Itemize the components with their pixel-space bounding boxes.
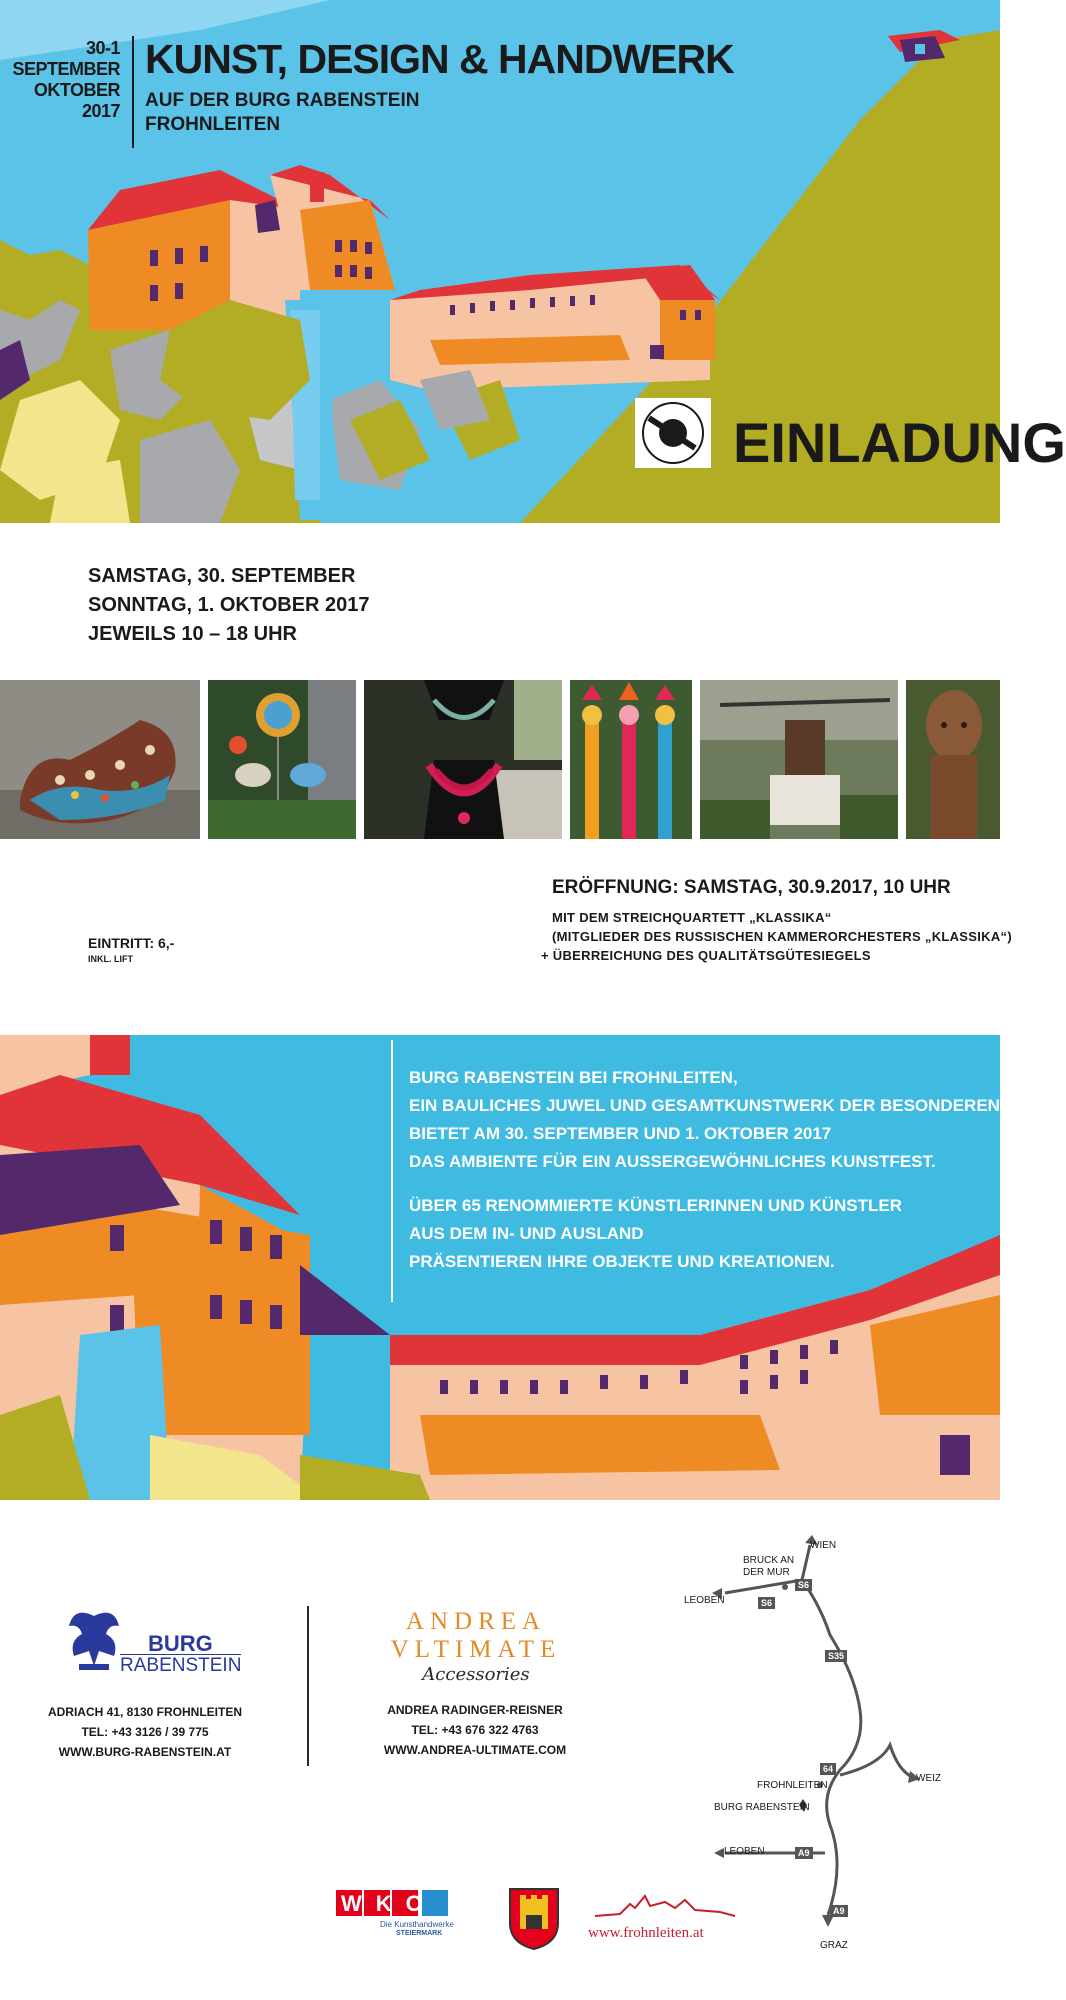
andrea-phone: TEL: +43 676 322 4763 bbox=[411, 1723, 539, 1737]
admission-note: INKL. LIFT bbox=[88, 954, 133, 964]
map-label-bruck-2: DER MUR bbox=[743, 1567, 790, 1578]
burg-address: ADRIACH 41, 8130 FROHNLEITEN bbox=[47, 1705, 243, 1719]
description-divider bbox=[391, 1040, 393, 1302]
burg-website-link[interactable]: WWW.BURG-RABENSTEIN.AT bbox=[58, 1745, 232, 1759]
burg-logo-name: RABENSTEIN bbox=[120, 1655, 242, 1676]
photo-metal-sculpture bbox=[700, 680, 898, 839]
map-label-burg: BURG RABENSTEIN bbox=[714, 1802, 810, 1813]
necklaces-image bbox=[364, 680, 562, 839]
map-label-leoben-bottom: LEOBEN bbox=[724, 1846, 765, 1857]
description-line-1: BURG RABENSTEIN BEI FROHNLEITEN, bbox=[409, 1068, 738, 1087]
photo-wooden-carving bbox=[906, 680, 1000, 839]
description-line-7: PRÄSENTIEREN IHRE OBJEKTE UND KREATIONEN. bbox=[409, 1252, 835, 1271]
map-label-leoben-top: LEOBEN bbox=[684, 1595, 725, 1606]
frohnleiten-coat-of-arms bbox=[506, 1885, 562, 1951]
skyline-icon bbox=[590, 1890, 740, 1920]
frohnleiten-skyline-logo bbox=[590, 1890, 740, 1920]
coat-of-arms-icon bbox=[506, 1885, 562, 1951]
wooden-carving-image bbox=[906, 680, 1000, 839]
wko-subtitle: Die Kunsthandwerke bbox=[380, 1920, 454, 1929]
photo-mosaic-shoe bbox=[0, 680, 200, 839]
opening-line-orchestra: (MITGLIEDER DES RUSSISCHEN KAMMERORCHESTERS „KLASSIKA“) bbox=[552, 929, 1012, 944]
opening-line-quartet: MIT DEM STREICHQUARTETT „KLASSIKA“ bbox=[552, 910, 832, 925]
andrea-logo-tagline: Accessories bbox=[422, 1664, 530, 1685]
mosaic-shoe-image bbox=[0, 680, 200, 839]
wko-subtitle-2: STEIERMARK bbox=[396, 1930, 443, 1937]
page-title: KUNST, DESIGN & HANDWERK bbox=[145, 36, 734, 82]
raven-crest-icon bbox=[64, 1606, 124, 1676]
andrea-website-link[interactable]: WWW.ANDREA-ULTIMATE.COM bbox=[383, 1743, 567, 1757]
wko-logo bbox=[336, 1890, 472, 1940]
andrea-logo-word-2: VLTIMATE bbox=[390, 1636, 562, 1663]
photo-painted-figures bbox=[570, 680, 692, 839]
description-line-2: EIN BAULICHES JUWEL UND GESAMTKUNSTWERK DER BESONDEREN ART, bbox=[409, 1096, 1042, 1115]
invitation-heading: EINLADUNG bbox=[733, 411, 1066, 474]
footer-divider bbox=[307, 1606, 309, 1766]
map-road-64: 64 bbox=[820, 1763, 836, 1775]
metal-sculpture-image bbox=[700, 680, 898, 839]
description-line-3: BIETET AM 30. SEPTEMBER UND 1. OKTOBER 2017 bbox=[409, 1124, 832, 1143]
description-line-4: DAS AMBIENTE FÜR EIN AUSSERGEWÖHNLICHES KUNSTFEST. bbox=[409, 1152, 936, 1171]
andrea-contact bbox=[375, 1700, 575, 1760]
burg-logo-word: BURG bbox=[148, 1631, 213, 1656]
date-range: 30-1 bbox=[85, 38, 120, 58]
date-month-2: OKTOBER bbox=[33, 80, 120, 100]
header-divider bbox=[132, 36, 134, 148]
description-line-5: ÜBER 65 RENOMMIERTE KÜNSTLERINNEN UND KÜNSTLER bbox=[409, 1196, 903, 1215]
burg-rabenstein-logo bbox=[64, 1606, 242, 1676]
andrea-name: ANDREA RADINGER-REISNER bbox=[387, 1703, 563, 1717]
date-year: 2017 bbox=[81, 101, 120, 121]
schedule-sunday: SONNTAG, 1. OKTOBER 2017 bbox=[88, 594, 370, 616]
map-label-bruck: BRUCK AN bbox=[743, 1555, 795, 1566]
schedule-hours: JEWEILS 10 – 18 UHR bbox=[88, 623, 297, 645]
map-label-wien: WIEN bbox=[810, 1540, 837, 1551]
map-road-s6-west: S6 bbox=[758, 1597, 775, 1609]
map-road-a9-south: A9 bbox=[830, 1905, 848, 1917]
painted-figures-image bbox=[570, 680, 692, 839]
wko-text: WKO bbox=[341, 1891, 437, 1916]
photo-garden-stakes bbox=[208, 680, 356, 839]
map-label-graz: GRAZ bbox=[820, 1940, 848, 1951]
venue-subtitle: AUF DER BURG RABENSTEIN bbox=[145, 90, 420, 111]
burg-contact bbox=[45, 1702, 245, 1762]
opening-line-seal: + ÜBERREICHUNG DES QUALITÄTSGÜTESIEGELS bbox=[541, 948, 871, 963]
burg-phone: TEL: +43 3126 / 39 775 bbox=[81, 1725, 209, 1739]
description-line-6: AUS DEM IN- UND AUSLAND bbox=[409, 1224, 644, 1243]
map-road-s35: S35 bbox=[825, 1650, 847, 1662]
andrea-logo-word-1: ANDREA bbox=[405, 1608, 547, 1635]
town-subtitle: FROHNLEITEN bbox=[145, 114, 281, 135]
quality-seal bbox=[635, 398, 711, 468]
map-road-a9-west: A9 bbox=[795, 1847, 813, 1859]
garden-stakes-image bbox=[208, 680, 356, 839]
map-label-frohnleiten: FROHNLEITEN bbox=[757, 1780, 828, 1791]
quality-seal-icon bbox=[635, 398, 711, 468]
photo-necklaces bbox=[364, 680, 562, 839]
admission-price: EINTRITT: 6,- bbox=[88, 935, 175, 951]
map-label-weiz: WEIZ bbox=[916, 1773, 941, 1784]
date-month-1: SEPTEMBER bbox=[12, 59, 120, 79]
opening-title: ERÖFFNUNG: SAMSTAG, 30.9.2017, 10 UHR bbox=[552, 877, 951, 898]
event-date-block bbox=[0, 38, 120, 122]
schedule-saturday: SAMSTAG, 30. SEPTEMBER bbox=[88, 565, 356, 587]
frohnleiten-website-link[interactable]: www.frohnleiten.at bbox=[588, 1925, 704, 1941]
map-road-s6-north: S6 bbox=[795, 1579, 812, 1591]
schedule-block bbox=[88, 562, 370, 649]
